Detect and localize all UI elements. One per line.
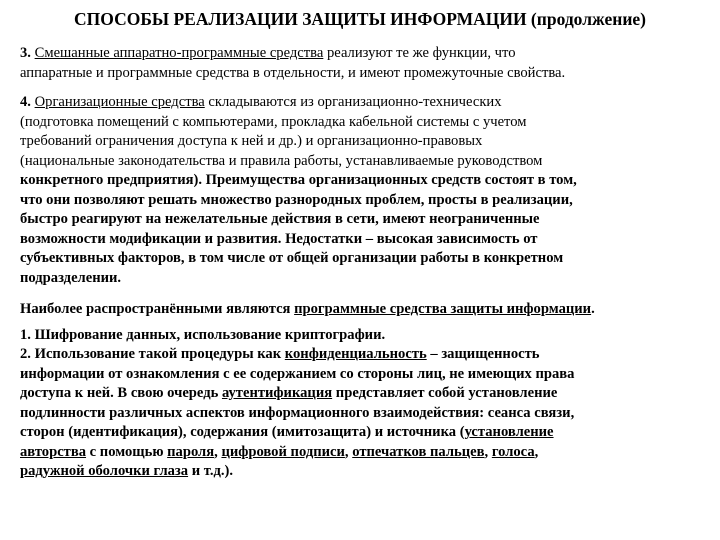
text-line: (подготовка помещений с компьютерами, прокладка кабельной системы с учетом [20,113,527,130]
text-fragment: складываются из организационно-технических [204,94,502,110]
term-voice: голоса [491,443,535,460]
paragraph-organizational-means [20,93,704,288]
text-line [20,44,704,64]
text-fragment: , [214,443,222,460]
text-line: аппаратные и программные средства в отдельности, и имеют промежуточные свойства. [20,64,566,81]
text-fragment: , [484,443,492,460]
text-line: (национальные законодательства и правила работы, устанавливаемые руководством [20,152,543,169]
term-iris: радужной оболочки глаза [20,463,189,479]
text-line: что они позволяют решать множество разнородных проблем, просты в реализации, [20,191,573,208]
text-line: подлинности различных аспектов информационного взаимодействия: сеанса связи, [20,404,575,421]
slide-body [20,44,704,482]
paragraph-mixed-means [20,44,704,83]
term-digital-signature: цифровой подписи [221,443,345,460]
list-item-encryption: 1. Шифрование данных, использование криптографии. [20,326,386,343]
term-establishing: установление [464,424,554,440]
text-fragment: , [344,443,353,460]
text-line [20,93,704,113]
text-fragment: и т.д.). [188,463,234,479]
text-fragment: сторон (идентификация), содержания (имитозащита) и источника ( [20,424,465,440]
term-organizational-means: Организационные средства [34,94,205,110]
text-line: информации от ознакомления с ее содержанием со стороны лиц, не имеющих права [20,365,575,382]
item-number: 4. [20,94,31,110]
text-line: подразделении. [20,269,122,286]
text-line: субъективных факторов, в том числе от общей организации работы в конкретном [20,250,564,266]
slide-title: СПОСОБЫ РЕАЛИЗАЦИИ ЗАЩИТЫ ИНФОРМАЦИИ (продолжение) [74,9,646,29]
text-line [20,423,704,443]
text-fragment: . [591,301,595,317]
text-line: быстро реагируют на нежелательные действия в сети, имеют неограниченные [20,211,540,227]
text-fragment: Наиболее распространёнными являются [20,301,295,317]
text-fragment: с помощью [86,443,168,460]
list-item-confidentiality [20,345,704,365]
text-line: требований ограничения доступа к ней и др.) и организационно-правовых [20,133,483,149]
text-line [20,443,704,463]
text-line: конкретного предприятия). Преимущества организационных средств состоят в том, [20,172,577,188]
term-authorship: авторства [20,443,87,460]
term-mixed-means: Смешанные аппаратно-программные средства [34,45,324,61]
text-fragment: доступа к ней. В свою очередь [20,385,222,401]
term-password: пароля [167,443,215,460]
term-authentication: аутентификация [221,385,333,401]
term-confidentiality: конфиденциальность [284,346,427,362]
term-fingerprints: отпечатков пальцев [352,443,485,460]
text-fragment: , [534,443,539,460]
text-line [20,462,704,482]
term-software-protection: программные средства защиты информации [294,301,592,317]
text-fragment: 2. Использование такой процедуры как [20,346,285,362]
paragraph-most-common [20,300,704,320]
item-number: 3. [20,45,31,61]
text-line: возможности модификации и развития. Недостатки – высокая зависимость от [20,230,538,247]
text-fragment: реализуют те же функции, что [323,45,516,61]
text-fragment: – защищенность [426,346,540,362]
text-line [20,384,704,404]
text-fragment: представляет собой установление [332,385,558,401]
text-line [20,300,704,320]
paragraph-software-methods [20,326,704,482]
